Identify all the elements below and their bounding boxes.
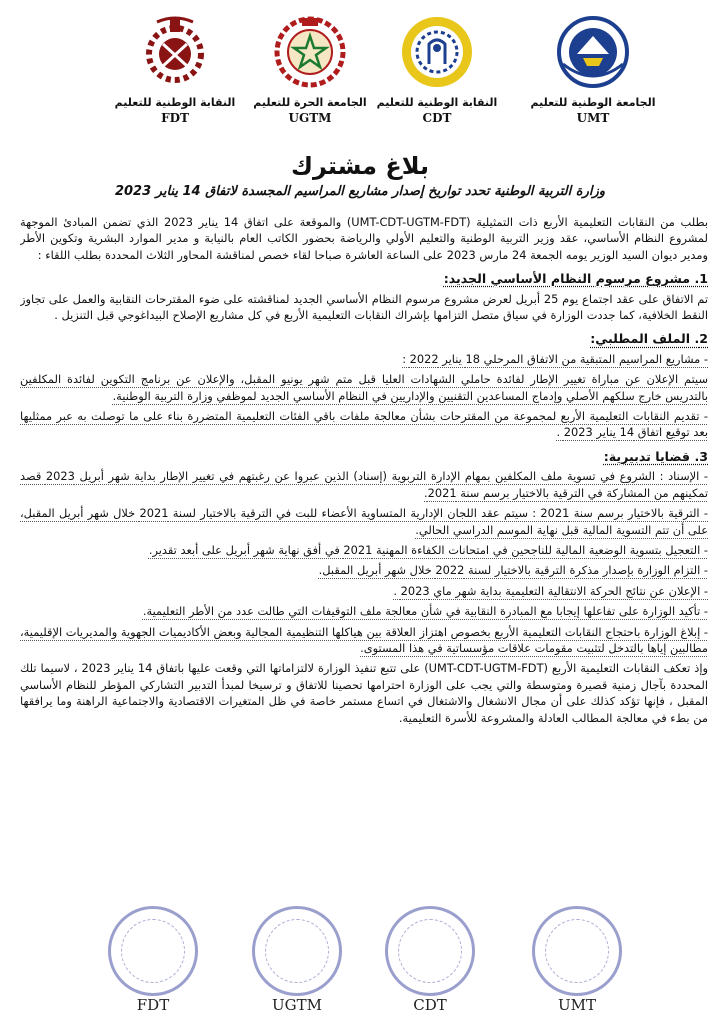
page-subtitle: وزارة التربية الوطنية تحدد تواريخ إصدار مشاريع المراسيم المجسدة لاتفاق 14 يناير 2023 [114, 184, 606, 199]
logo-umt [518, 14, 668, 125]
ugtm-stamp-icon [252, 906, 342, 996]
section-3-item: - الإسناد : الشروع في تسوية ملف المكلفين بمهام الإدارة التربوية (إسناد) الذين عبروا عن رغبتهم في تغيير الإطار بداية شهر أبريل 2023 قصد تمكينهم من المشاركة في الترقية بالاختيار برسم سنة 2021. [20, 469, 708, 500]
fdt-emblem-icon [137, 14, 213, 90]
intro-paragraph: بطلب من النقابات التعليمية الأربع ذات التمثيلية (UMT-CDT-UGTM-FDT) والموقعة على اتفاق 14 يناير 2023 الذي تضمن المبادئ الموجهة لمشروع النظام الأساسي، عقد وزير التربية الوطنية والتعليم الأولي والرياضة بحضور الكاتب العام بالنيابة و مدير الموارد البشرية وتكوين الأطر ومدير ديوان السيد الوزير يومه الجمعة 24 مارس 2023 على الساعة العاشرة صباحا لقاء خصص لمناقشة المحاور الثلاث المحددة بطلب اللقاء : [20, 215, 708, 262]
umt-stamp-icon [532, 906, 622, 996]
logo-fdt [100, 14, 250, 125]
signature-stamps [0, 900, 720, 1019]
umt-emblem-icon [555, 14, 631, 90]
section-1-text: تم الاتفاق على عقد اجتماع يوم 25 أبريل لعرض مشروع مرسوم النظام الأساسي الجديد لمناقشته على ضوء المقترحات النقابية والعمل على تجاوز النقط الخلافية، كما جددت الوزارة في سياق متصل التزامها بإشراك النقابات التعليمية الأربع في كل مشاريع الإصلاح البيداغوجي قبل التنزيل . [20, 291, 708, 323]
ugtm-emblem-icon [272, 14, 348, 90]
umt-abbr: UMT [576, 111, 610, 125]
section-1-heading: 1. مشروع مرسوم النظام الأساسي الجديد: [443, 271, 708, 287]
fdt-abbr: FDT [161, 111, 189, 125]
section-3-item: - التزام الوزارة بإصدار مذكرة الترقية بالاختيار لسنة 2022 خلال شهر أبريل المقبل. [318, 563, 708, 578]
page-title: بلاغ مشترك [291, 152, 429, 180]
section-3-item: - التعجيل بتسوية الوضعية المالية للناجحين في امتحانات الكفاءة المهنية 2021 في أفق نهاية شهر أبريل على أبعد تقدير. [148, 542, 708, 557]
cdt-emblem-icon [399, 14, 475, 90]
ugtm-abbr: UGTM [288, 111, 332, 125]
section-2-item: سيتم الإعلان عن مباراة تغيير الإطار لفائدة حاملي الشهادات العليا قبل متم شهر يونيو المقبل، والإعلان عن برنامج التكوين لفائدة المكلفين بالتدريس خارج سلكهم الأصلي وإدماج المساعدين التقنيين والإداريين في النظام الأساسي الجديد لموظفي وزارة التربية الوطنية. [20, 372, 708, 403]
section-3-item: - الإعلان عن نتائج الحركة الانتقالية التعليمية بداية شهر ماي 2023 . [393, 583, 708, 598]
closing-paragraph: وإذ تعكف النقابات التعليمية الأربع (UMT-CDT-UGTM-FDT) على تتبع تنفيذ الوزارة لالتزاماتها التي وقعت عليها باتفاق 14 يناير 2023 ، لاسيما تلك المحددة بآجال زمنية قصيرة ومتوسطة والتي يجب على الوزارة احترامها تحصينا للاتفاق و ترسيخا لمبدأ التدبير التشاركي المؤطر للنظام الأساسي المقبل ، فإنها تؤكد كذلك على أن مجال الانشغال والاشتغال في اتساع مستمر خاصة في ظل المتغيرات الاقتصادية والاجتماعية الراهنة وما يرافقها من بطء في معالجة المطالب العادلة والمشروعة للأسرة التعليمية. [20, 661, 708, 725]
section-3-item: - إبلاغ الوزارة باحتجاج النقابات التعليمية الأربع بخصوص اهتزاز العلاقة بين هياكلها التنظيمية المجالية وبعض الأكاديميات الجهوية والمديريات الإقليمية، مطالبين إياها بالتدخل لتثبيت مقومات علاقات مؤسساتية في هذا المستوى. [20, 624, 708, 655]
section-3-item: - الترقية بالاختيار برسم سنة 2021 : سيتم عقد اللجان الإدارية المتساوية الأعضاء للبت في الترقية بالاختيار لسنة 2021 خلال شهر أبريل المقبل، على أن تتم التسوية المالية قبل نهاية الموسم الدراسي الحالي. [20, 506, 708, 537]
signature-label-umt: UMT [557, 996, 596, 1014]
cdt-abbr: CDT [422, 111, 452, 125]
logo-ugtm [235, 14, 385, 125]
cdt-stamp-icon [385, 906, 475, 996]
signature-label-fdt: FDT [136, 996, 170, 1014]
section-3-item: - تأكيد الوزارة على تفاعلها إيجابا مع المبادرة النقابية في شأن معالجة ملف التوقيفات التي طالت عدد من الأطر التعليمية. [142, 604, 708, 619]
signature-label-ugtm: UGTM [272, 996, 322, 1014]
section-2-item: - تقديم النقابات التعليمية الأربع لمجموعة من المقترحات بشأن معالجة ملفات باقي الفئات التعليمية المتضررة بناء على ما توصلت به عبر ممثليها بعد توقيع اتفاق 14 يناير 2023 . [20, 409, 708, 440]
communique-body [20, 214, 708, 952]
section-2-heading: 2. الملف المطلبي: [590, 331, 708, 347]
section-2-item: - مشاريع المراسيم المتبقية من الاتفاق المرحلي 18 يناير 2022 : [402, 351, 708, 366]
cdt-name: النقابة الوطنية للتعليم [376, 96, 498, 109]
union-logos-header [0, 14, 720, 144]
section-3-heading: 3. قضايا تدبيرية: [603, 448, 708, 464]
signature-label-cdt: CDT [413, 996, 447, 1014]
fdt-name: النقابة الوطنية للتعليم [114, 96, 236, 109]
fdt-stamp-icon [108, 906, 198, 996]
ugtm-name: الجامعة الحرة للتعليم [253, 96, 367, 109]
umt-name: الجامعة الوطنية للتعليم [530, 96, 656, 109]
